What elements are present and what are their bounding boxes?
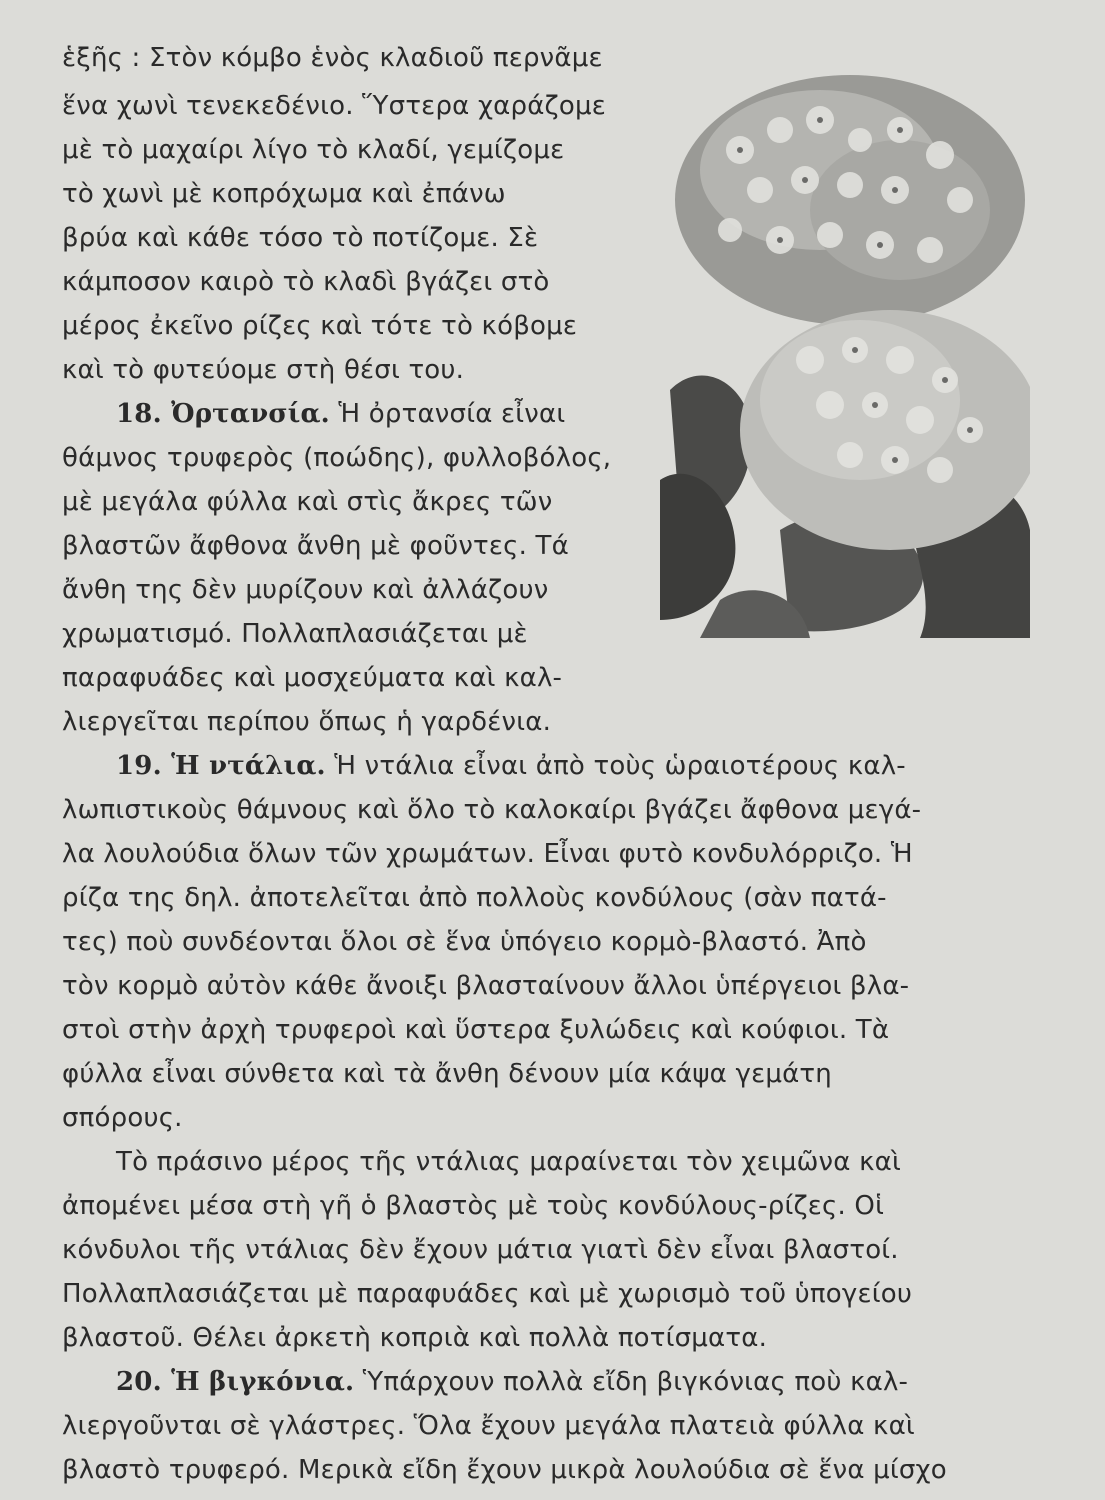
section-heading-line: 18. Ὀρτανσία. Ἡ ὀρτανσία εἶναι bbox=[116, 399, 566, 429]
text-line: ἀπομένει μέσα στὴ γῆ ὁ βλαστὸς μὲ τοὺς κονδύλους-ρίζες. Οἱ bbox=[62, 1191, 885, 1221]
section-heading: 20. Ἡ βιγκόνια. bbox=[116, 1367, 355, 1397]
text-line: ἑξῆς : Στὸν κόμβο ἑνὸς κλαδιοῦ περνᾶμε bbox=[62, 43, 603, 73]
text-line: θάμνος τρυφερὸς (ποώδης), φυλλοβόλος, bbox=[62, 443, 612, 473]
text-line: μέρος ἐκεῖνο ρίζες καὶ τότε τὸ κόβομε bbox=[62, 311, 578, 341]
text-line: βρύα καὶ κάθε τόσο τὸ ποτίζομε. Σὲ bbox=[62, 223, 539, 253]
text-line: Τὸ πράσινο μέρος τῆς ντάλιας μαραίνεται τὸν χειμῶνα καὶ bbox=[116, 1147, 901, 1177]
text-line: ἄνθη της δὲν μυρίζουν καὶ ἀλλάζουν bbox=[62, 575, 549, 605]
text-line: λιεργοῦνται σὲ γλάστρες. Ὅλα ἔχουν μεγάλα πλατειὰ φύλλα καὶ bbox=[62, 1411, 915, 1441]
text-line: ρίζα της δηλ. ἀποτελεῖται ἀπὸ πολλοὺς κονδύλους (σὰν πατά- bbox=[62, 883, 887, 913]
text-line: λωπιστικοὺς θάμνους καὶ ὅλο τὸ καλοκαίρι βγάζει ἄφθονα μεγά- bbox=[62, 795, 922, 825]
section-heading-line: 20. Ἡ βιγκόνια. Ὑπάρχουν πολλὰ εἴδη βιγκόνιας ποὺ καλ- bbox=[116, 1367, 909, 1397]
text-line: βλαστὸ τρυφερό. Μερικὰ εἴδη ἔχουν μικρὰ λουλούδια σὲ ἕνα μίσχο bbox=[62, 1455, 947, 1485]
text-line: βλαστοῦ. Θέλει ἀρκετὴ κοπριὰ καὶ πολλὰ ποτίσματα. bbox=[62, 1323, 768, 1353]
section-heading: 18. Ὀρτανσία. bbox=[116, 399, 330, 429]
section-heading-line: 19. Ἡ ντάλια. Ἡ ντάλια εἶναι ἀπὸ τοὺς ὡραιοτέρους καλ- bbox=[116, 751, 906, 781]
text-line: τὸν κορμὸ αὐτὸν κάθε ἄνοιξι βλασταίνουν ἄλλοι ὑπέργειοι βλα- bbox=[62, 971, 910, 1001]
text-line: τὸ χωνὶ μὲ κοπρόχωμα καὶ ἐπάνω bbox=[62, 179, 506, 209]
section-heading: 19. Ἡ ντάλια. bbox=[116, 751, 326, 781]
text-line: κάμποσον καιρὸ τὸ κλαδὶ βγάζει στὸ bbox=[62, 267, 550, 297]
text-line: Πολλαπλασιάζεται μὲ παραφυάδες καὶ μὲ χωρισμὸ τοῦ ὑπογείου bbox=[62, 1279, 913, 1309]
flower-photo-icon bbox=[660, 60, 1030, 638]
text-line: κόνδυλοι τῆς ντάλιας δὲν ἔχουν μάτια γιατὶ δὲν εἶναι βλαστοί. bbox=[62, 1235, 899, 1265]
text-line: μὲ μεγάλα φύλλα καὶ στὶς ἄκρες τῶν bbox=[62, 487, 553, 517]
text-line: στοὶ στὴν ἀρχὴ τρυφεροὶ καὶ ὕστερα ξυλώδεις καὶ κούφιοι. Τὰ bbox=[62, 1015, 890, 1045]
text-line: χρωματισμό. Πολλαπλασιάζεται μὲ bbox=[62, 619, 528, 649]
text-line: λιεργεῖται περίπου ὅπως ἡ γαρδένια. bbox=[62, 707, 552, 737]
text-line: τες) ποὺ συνδέονται ὅλοι σὲ ἕνα ὑπόγειο κορμὸ-βλαστό. Ἀπὸ bbox=[62, 927, 867, 957]
text-line: μὲ τὸ μαχαίρι λίγο τὸ κλαδί, γεμίζομε bbox=[62, 135, 565, 165]
text-line: καὶ τὸ φυτεύομε στὴ θέσι του. bbox=[62, 355, 465, 385]
text-line: παραφυάδες καὶ μοσχεύματα καὶ καλ- bbox=[62, 663, 563, 693]
text-line: σπόρους. bbox=[62, 1103, 183, 1133]
text-line: βλαστῶν ἄφθονα ἄνθη μὲ φοῦντες. Τά bbox=[62, 531, 569, 561]
text-line: λα λουλούδια ὅλων τῶν χρωμάτων. Εἶναι φυτὸ κονδυλόρριζο. Ἡ bbox=[62, 839, 913, 869]
text-line: ἕνα χωνὶ τενεκεδένιο. Ὕστερα χαράζομε bbox=[62, 91, 606, 121]
hydrangea-illustration bbox=[660, 60, 1030, 638]
text-line: φύλλα εἶναι σύνθετα καὶ τὰ ἄνθη δένουν μία κάψα γεμάτη bbox=[62, 1059, 832, 1089]
